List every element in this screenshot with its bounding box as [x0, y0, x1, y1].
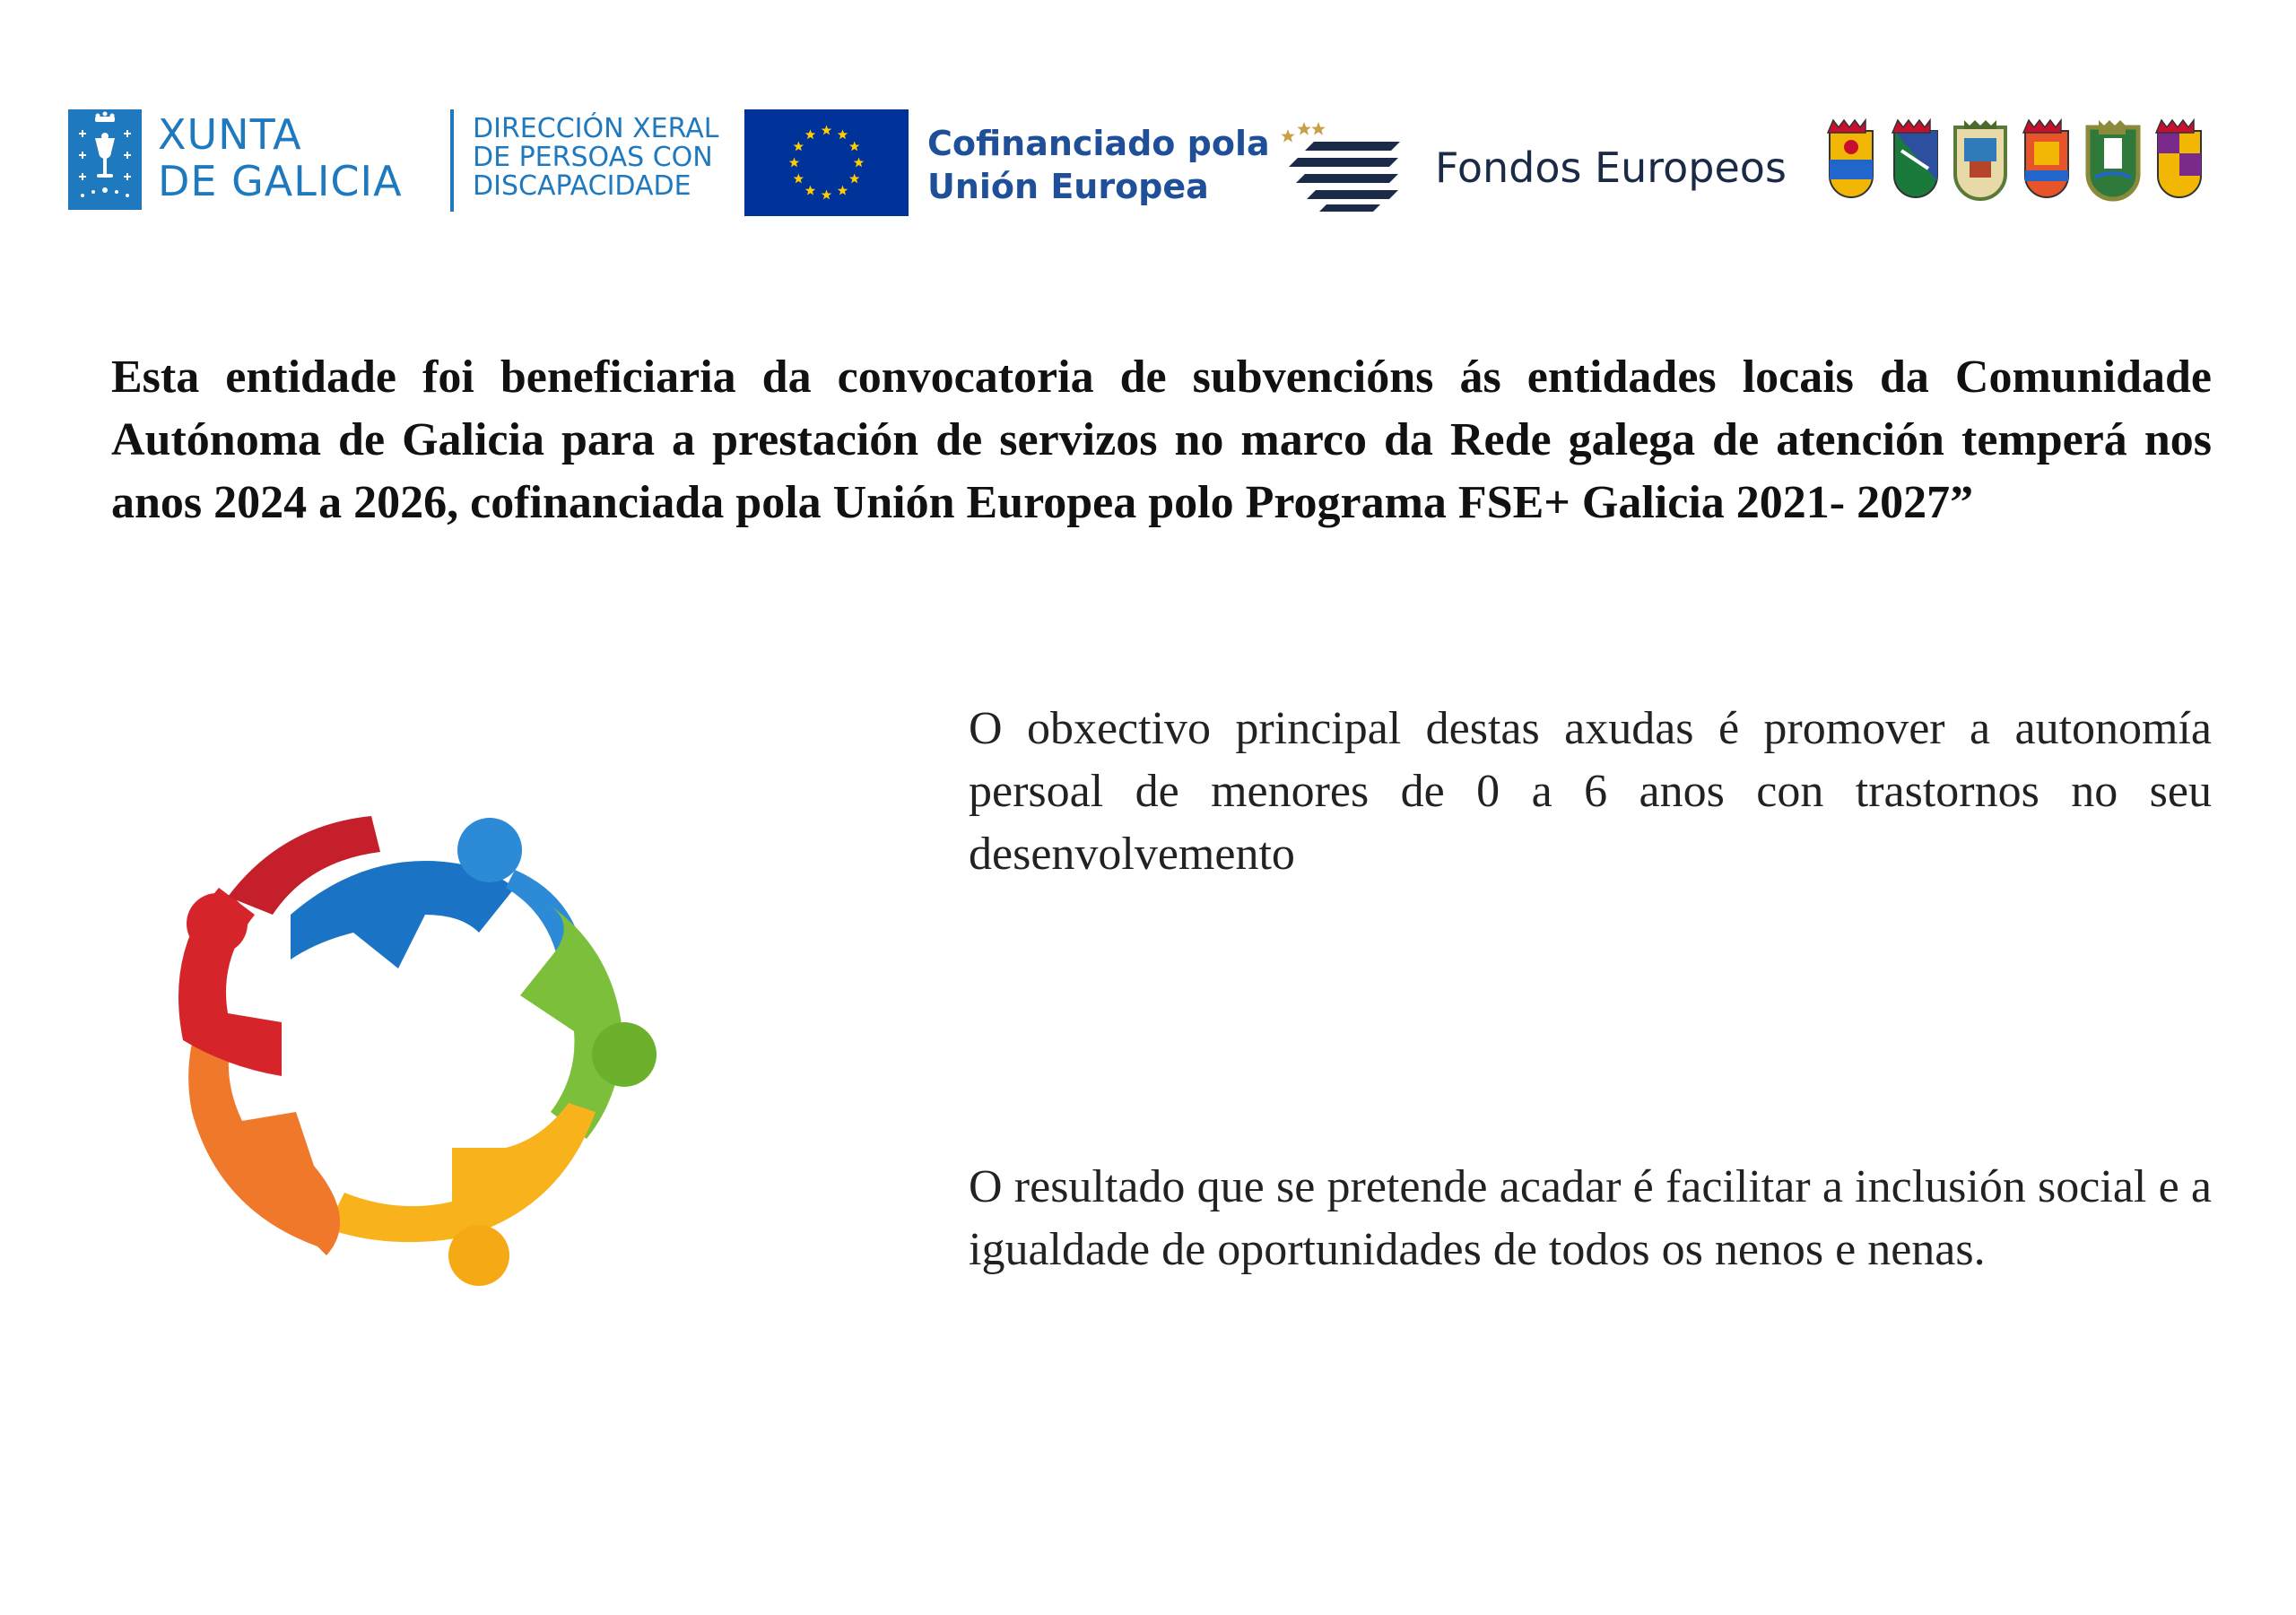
- direccion-xeral-wordmark: [473, 115, 718, 201]
- eu-star-icon: [849, 142, 859, 152]
- result-paragraph: O resultado que se pretende acadar é facilitar a inclusión social e a igualdade de oportunidades de todos os nenos e nenas.: [969, 1161, 2212, 1275]
- people-circle-inclusion-icon: [111, 717, 739, 1363]
- direccion-xeral-line-2: DE PERSOAS CON: [473, 142, 713, 173]
- eu-star-icon: [794, 174, 804, 184]
- eu-star-icon: [838, 186, 848, 195]
- eu-line-1: Cofinanciado pola: [927, 124, 1270, 163]
- eu-line-2: Unión Europea: [927, 167, 1209, 206]
- fondos-europeos-flag-icon: [1278, 118, 1422, 217]
- eu-star-icon: [849, 174, 859, 184]
- xunta-de-galicia-wordmark: [158, 111, 403, 204]
- eu-star-icon: [838, 129, 848, 139]
- logo-bar: [0, 0, 2296, 233]
- eu-star-icon: [822, 190, 831, 200]
- direccion-xeral-line-3: DISCAPACIDADE: [473, 170, 691, 202]
- eu-flag-icon: [744, 109, 909, 216]
- municipal-shield-icon: [2156, 120, 2201, 197]
- xunta-line-2: DE GALICIA: [158, 157, 403, 205]
- municipal-shield-icon: [1892, 120, 1937, 197]
- municipal-shield-icon: [1955, 120, 2005, 199]
- galicia-coat-of-arms-icon: [68, 109, 142, 210]
- eu-star-icon: [822, 126, 831, 135]
- beneficiary-statement: Esta entidade foi beneficiaria da convocatoria de subvencións ás entidades locais da Comunidade Autónoma de Galicia para a prestación de servizos no marco da Rede galega de atención temperá nos anos 2024 a 2026, cofinanciada pola Unión Europea polo Programa FSE+ Galicia 2021- 2027”: [111, 352, 2212, 528]
- municipal-shields: [1821, 115, 2215, 213]
- eu-star-icon: [854, 158, 864, 168]
- fondos-europeos-label: Fondos Europeos: [1435, 143, 1787, 192]
- eu-cofinanced-wordmark: [927, 122, 1270, 208]
- objective-paragraph: O obxectivo principal destas axudas é promover a autonomía persoal de menores de 0 a 6 anos con trastornos no seu desenvolvemento: [969, 703, 2212, 880]
- eu-star-icon: [805, 186, 815, 195]
- municipal-shield-icon: [2088, 120, 2138, 199]
- eu-star-icon: [805, 129, 815, 139]
- eu-star-icon: [789, 158, 799, 168]
- xunta-line-1: XUNTA: [158, 110, 302, 159]
- eu-star-icon: [794, 142, 804, 152]
- logo-divider: [450, 109, 454, 212]
- municipal-shield-icon: [2023, 120, 2068, 197]
- municipal-shield-icon: [1828, 120, 1873, 197]
- direccion-xeral-line-1: DIRECCIÓN XERAL: [473, 113, 719, 144]
